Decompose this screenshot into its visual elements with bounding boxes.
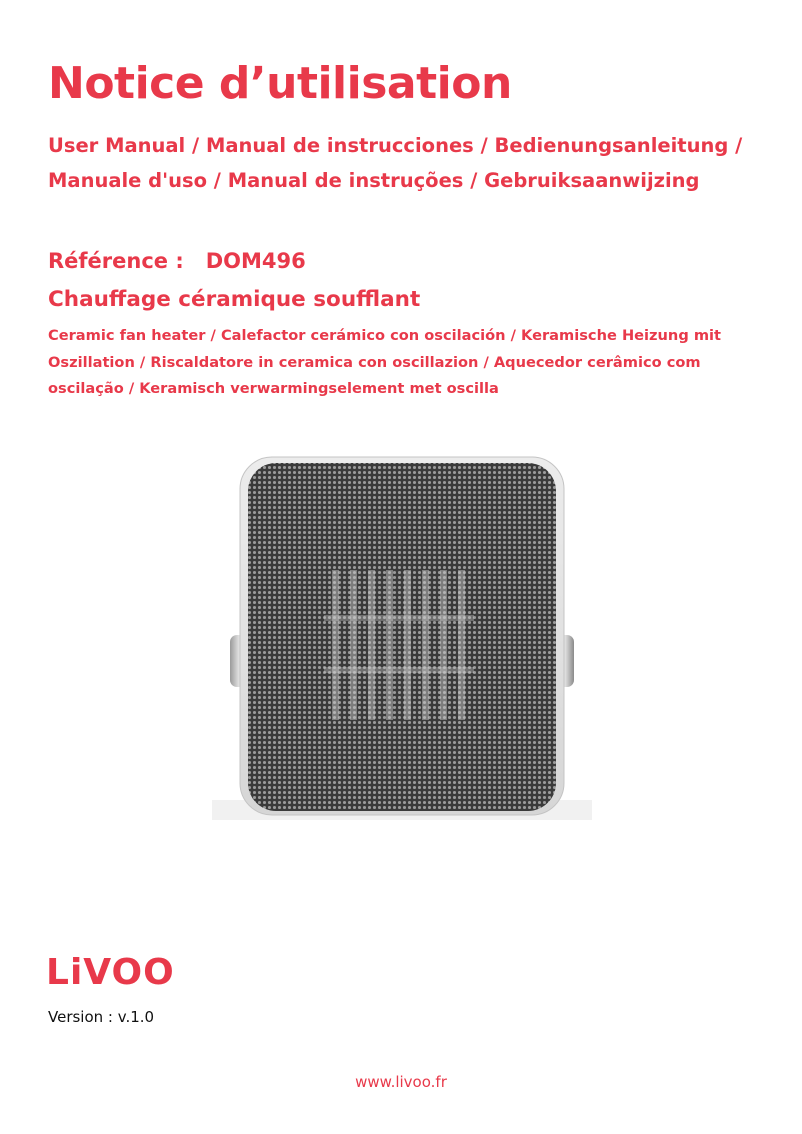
manual-languages <box>48 128 768 198</box>
livoo-logo: LiVOO <box>46 952 175 993</box>
version-label: Version : v.1.0 <box>48 1008 155 1026</box>
website-link[interactable]: www.livoo.fr <box>355 1073 447 1091</box>
heater-grille <box>248 463 556 811</box>
product-name: Chauffage céramique soufflant <box>48 287 421 312</box>
manual-languages-line-1: User Manual / Manual de instrucciones / Bedienungsanleitung / <box>48 134 743 157</box>
product-translations-line-3: oscilação / Keramisch verwarmingselement met oscilla <box>48 380 499 397</box>
product-translations-line-2: Oszillation / Riscaldatore in ceramica con oscillazion / Aquecedor cerâmico com <box>48 353 701 371</box>
page-title: Notice d’utilisation <box>48 58 512 109</box>
reference-value: DOM496 <box>205 249 306 273</box>
reference-label: Référence : <box>48 249 184 273</box>
manual-languages-line-2: Manuale d'uso / Manual de instruções / Gebruiksaanwijzing <box>48 169 700 192</box>
product-translations-line-1: Ceramic fan heater / Calefactor cerámico con oscilación / Keramische Heizung mit <box>48 327 722 344</box>
reference-line <box>48 249 306 273</box>
ceramic-fan-heater-illustration <box>212 455 592 820</box>
product-translations <box>48 323 758 403</box>
